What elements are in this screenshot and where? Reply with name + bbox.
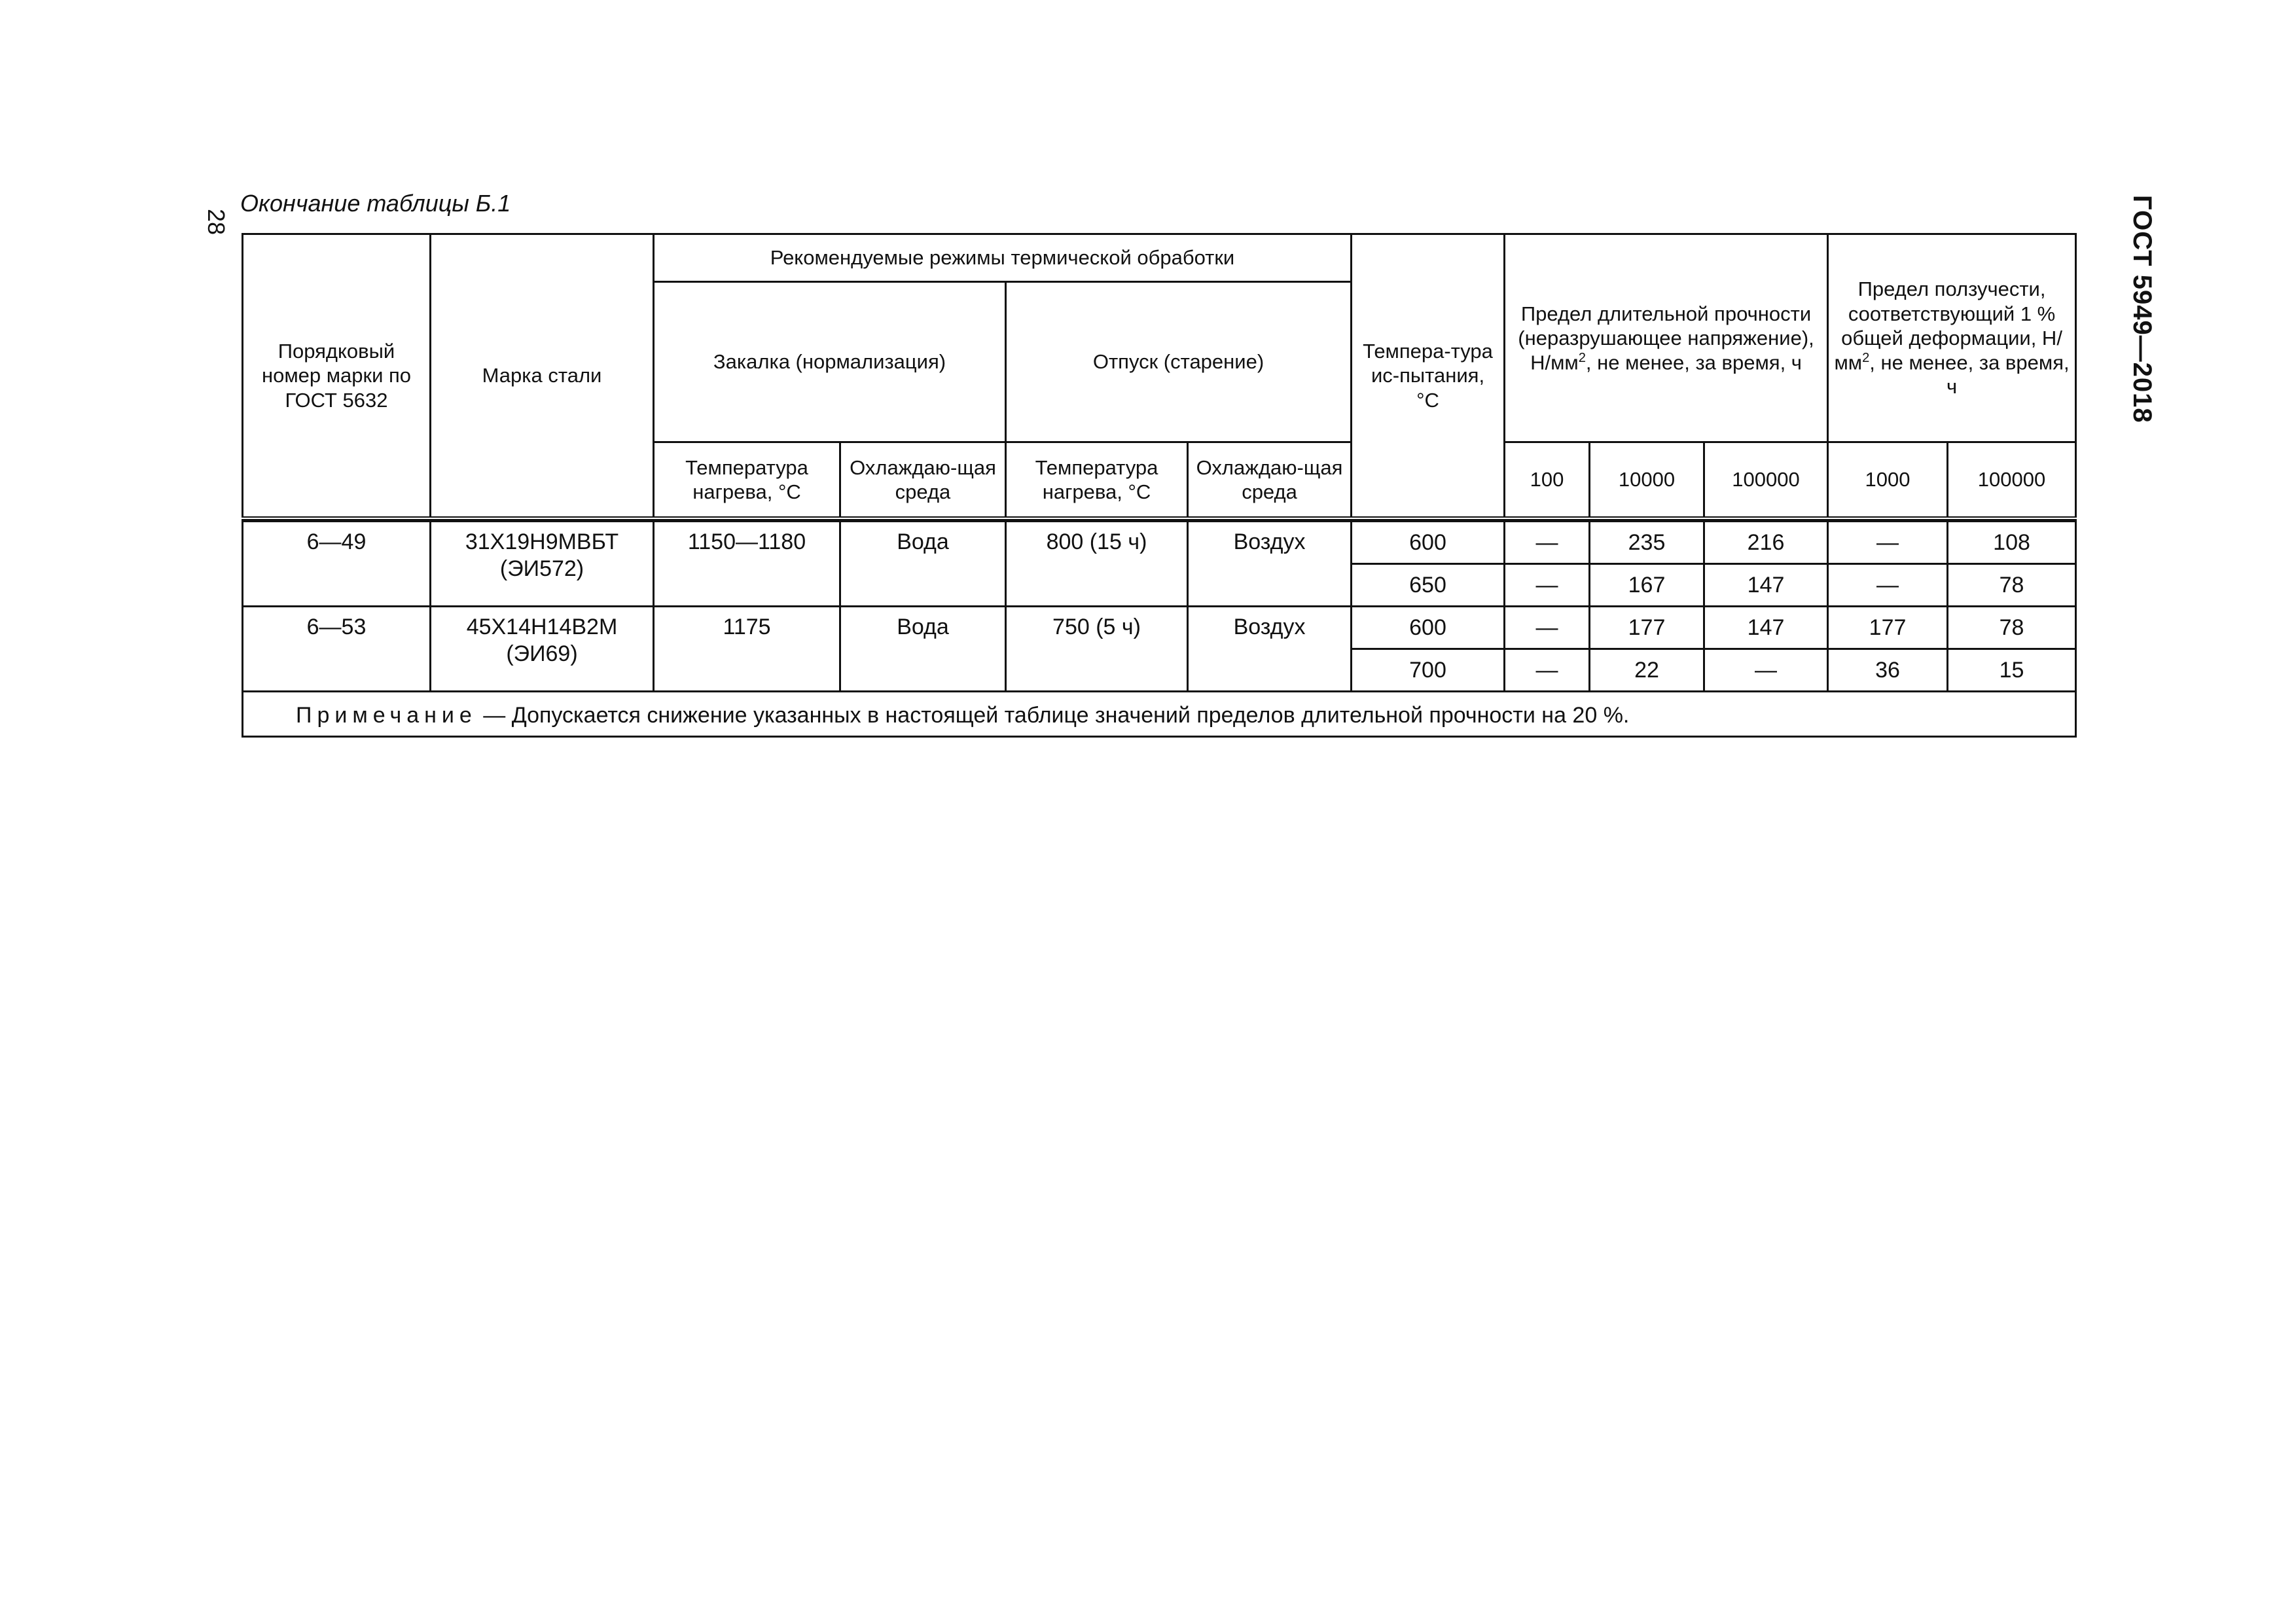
header-test-temp: Темпера-тура ис-пытания, °С bbox=[1352, 234, 1505, 519]
cell-c100000: 78 bbox=[1948, 607, 2076, 649]
note-label: Примечание bbox=[296, 702, 477, 728]
header-heating-temp: Температура нагрева, °С bbox=[1006, 442, 1188, 519]
cell-grade: 31Х19Н9МВБТ (ЭИ572) bbox=[431, 522, 654, 607]
cell-temper-medium: Воздух bbox=[1188, 607, 1352, 692]
header-cooling-medium: Охлаждаю-щая среда bbox=[840, 442, 1006, 519]
header-tempering: Отпуск (старение) bbox=[1006, 282, 1352, 442]
cell-r10000: 177 bbox=[1590, 607, 1704, 649]
cell-test-temp: 600 bbox=[1352, 522, 1505, 564]
cell-test-temp: 600 bbox=[1352, 607, 1505, 649]
header-time-100: 100 bbox=[1505, 442, 1590, 519]
header-creep-limit: Предел ползучести, соответствующий 1 % общей деформации, $Н/мм^2$, не менее, за время, ч bbox=[1828, 234, 2076, 442]
cell-r100000: 147 bbox=[1704, 564, 1828, 607]
cell-c1000: — bbox=[1828, 522, 1948, 564]
header-recommended-modes: Рекомендуемые режимы термической обработки bbox=[654, 234, 1352, 282]
header-time-10000: 10000 bbox=[1590, 442, 1704, 519]
cell-r10000: 167 bbox=[1590, 564, 1704, 607]
cell-c100000: 108 bbox=[1948, 522, 2076, 564]
header-time-100000: 100000 bbox=[1704, 442, 1828, 519]
page-number: 28 bbox=[203, 208, 230, 236]
cell-test-temp: 650 bbox=[1352, 564, 1505, 607]
cell-temper-temp: 750 (5 ч) bbox=[1006, 607, 1188, 692]
cell-c1000: 177 bbox=[1828, 607, 1948, 649]
cell-quench-medium: Вода bbox=[840, 522, 1006, 607]
cell-quench-temp: 1175 bbox=[654, 607, 840, 692]
header-rupture-strength: Предел длительной прочности (неразрушающее напряжение), $Н/мм^2$, не менее, за время, ч bbox=[1505, 234, 1828, 442]
table-row bbox=[243, 522, 2076, 564]
header-heating-temp: Температура нагрева, °С bbox=[654, 442, 840, 519]
header-time-1000: 1000 bbox=[1828, 442, 1948, 519]
cell-number: 6—53 bbox=[243, 607, 431, 692]
cell-r100: — bbox=[1505, 607, 1590, 649]
header-steel-grade: Марка стали bbox=[431, 234, 654, 519]
table-row bbox=[243, 607, 2076, 649]
header-quenching: Закалка (нормализация) bbox=[654, 282, 1006, 442]
cell-r100000: 147 bbox=[1704, 607, 1828, 649]
steel-properties-table bbox=[242, 233, 2077, 738]
table-caption: Окончание таблицы Б.1 bbox=[240, 190, 511, 217]
cell-temper-medium: Воздух bbox=[1188, 522, 1352, 607]
cell-grade: 45Х14Н14В2М (ЭИ69) bbox=[431, 607, 654, 692]
cell-r10000: 235 bbox=[1590, 522, 1704, 564]
cell-c1000: — bbox=[1828, 564, 1948, 607]
table-note bbox=[243, 692, 2076, 737]
header-order-number: Порядковый номер марки по ГОСТ 5632 bbox=[243, 234, 431, 519]
header-cooling-medium: Охлаждаю-щая среда bbox=[1188, 442, 1352, 519]
cell-r10000: 22 bbox=[1590, 649, 1704, 692]
cell-number: 6—49 bbox=[243, 522, 431, 607]
document-code: ГОСТ 5949—2018 bbox=[2128, 195, 2157, 423]
cell-r100: — bbox=[1505, 564, 1590, 607]
cell-r100: — bbox=[1505, 649, 1590, 692]
cell-quench-temp: 1150—1180 bbox=[654, 522, 840, 607]
table-note-row bbox=[243, 692, 2076, 737]
header-time-100000: 100000 bbox=[1948, 442, 2076, 519]
cell-quench-medium: Вода bbox=[840, 607, 1006, 692]
note-text: — Допускается снижение указанных в настоящей таблице значений пределов длительной прочности на 20 %. bbox=[476, 702, 1630, 728]
cell-r100000: 216 bbox=[1704, 522, 1828, 564]
cell-c100000: 78 bbox=[1948, 564, 2076, 607]
cell-c100000: 15 bbox=[1948, 649, 2076, 692]
cell-temper-temp: 800 (15 ч) bbox=[1006, 522, 1188, 607]
cell-r100: — bbox=[1505, 522, 1590, 564]
cell-c1000: 36 bbox=[1828, 649, 1948, 692]
cell-test-temp: 700 bbox=[1352, 649, 1505, 692]
cell-r100000: — bbox=[1704, 649, 1828, 692]
